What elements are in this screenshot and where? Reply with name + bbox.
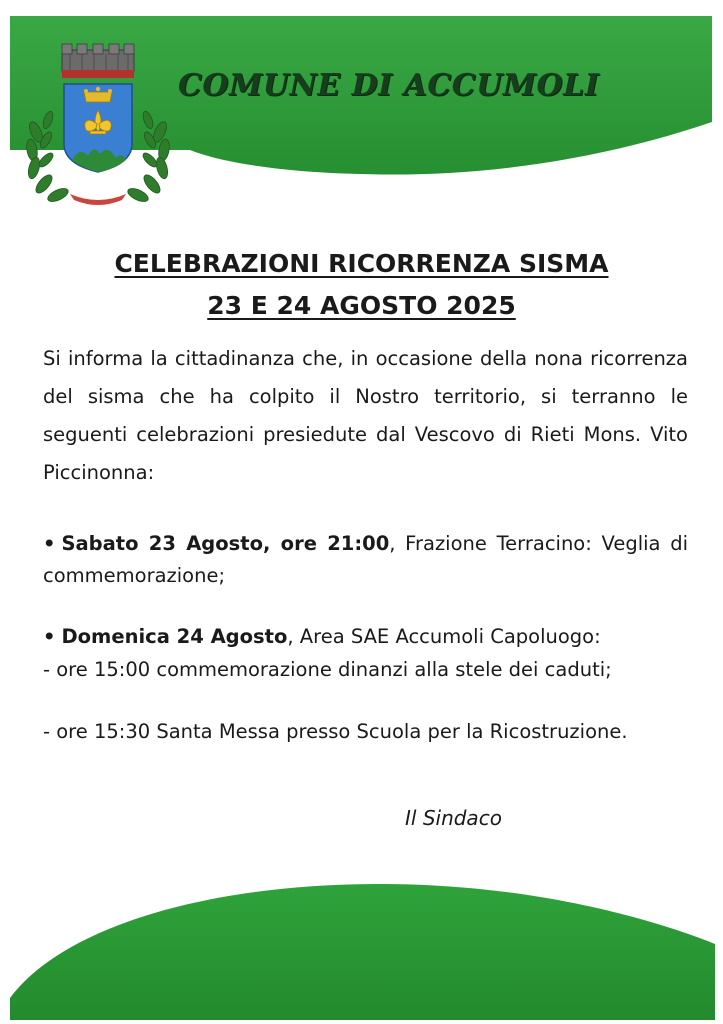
- event-sub-item-1500: - ore 15:00 commemorazione dinanzi alla stele dei caduti;: [43, 658, 612, 681]
- notice-heading-line2: 23 E 24 AGOSTO 2025: [207, 291, 516, 320]
- event-item-sunday: [43, 621, 688, 653]
- signature: Il Sindaco: [405, 806, 502, 830]
- municipality-title: COMUNE DI ACCUMOLI: [178, 68, 600, 103]
- coat-of-arms-icon: [22, 40, 174, 206]
- notice-heading-line1: CELEBRAZIONI RICORRENZA SISMA: [114, 249, 609, 278]
- event-location: , Area SAE Accumoli Capoluogo:: [287, 625, 601, 648]
- bullet-icon: •: [43, 625, 56, 648]
- event-item-saturday: [43, 528, 688, 592]
- event-date-time: Domenica 24 Agosto: [61, 625, 288, 648]
- event-location: , Frazione Terracino: Veglia di commemorazione;: [43, 532, 688, 587]
- bullet-icon: •: [43, 532, 56, 555]
- footer-green-band: [0, 870, 723, 1024]
- intro-paragraph: Si informa la cittadinanza che, in occasione della nona ricorrenza del sisma che ha colpito il Nostro territorio, si terranno le seguenti celebrazioni presiedute dal Vescovo di Rieti Mons. Vito Piccinonna:: [43, 347, 688, 484]
- event-date-time: Sabato 23 Agosto, ore 21:00: [61, 532, 390, 555]
- event-sub-item-1530: - ore 15:30 Santa Messa presso Scuola per la Ricostruzione.: [43, 720, 628, 743]
